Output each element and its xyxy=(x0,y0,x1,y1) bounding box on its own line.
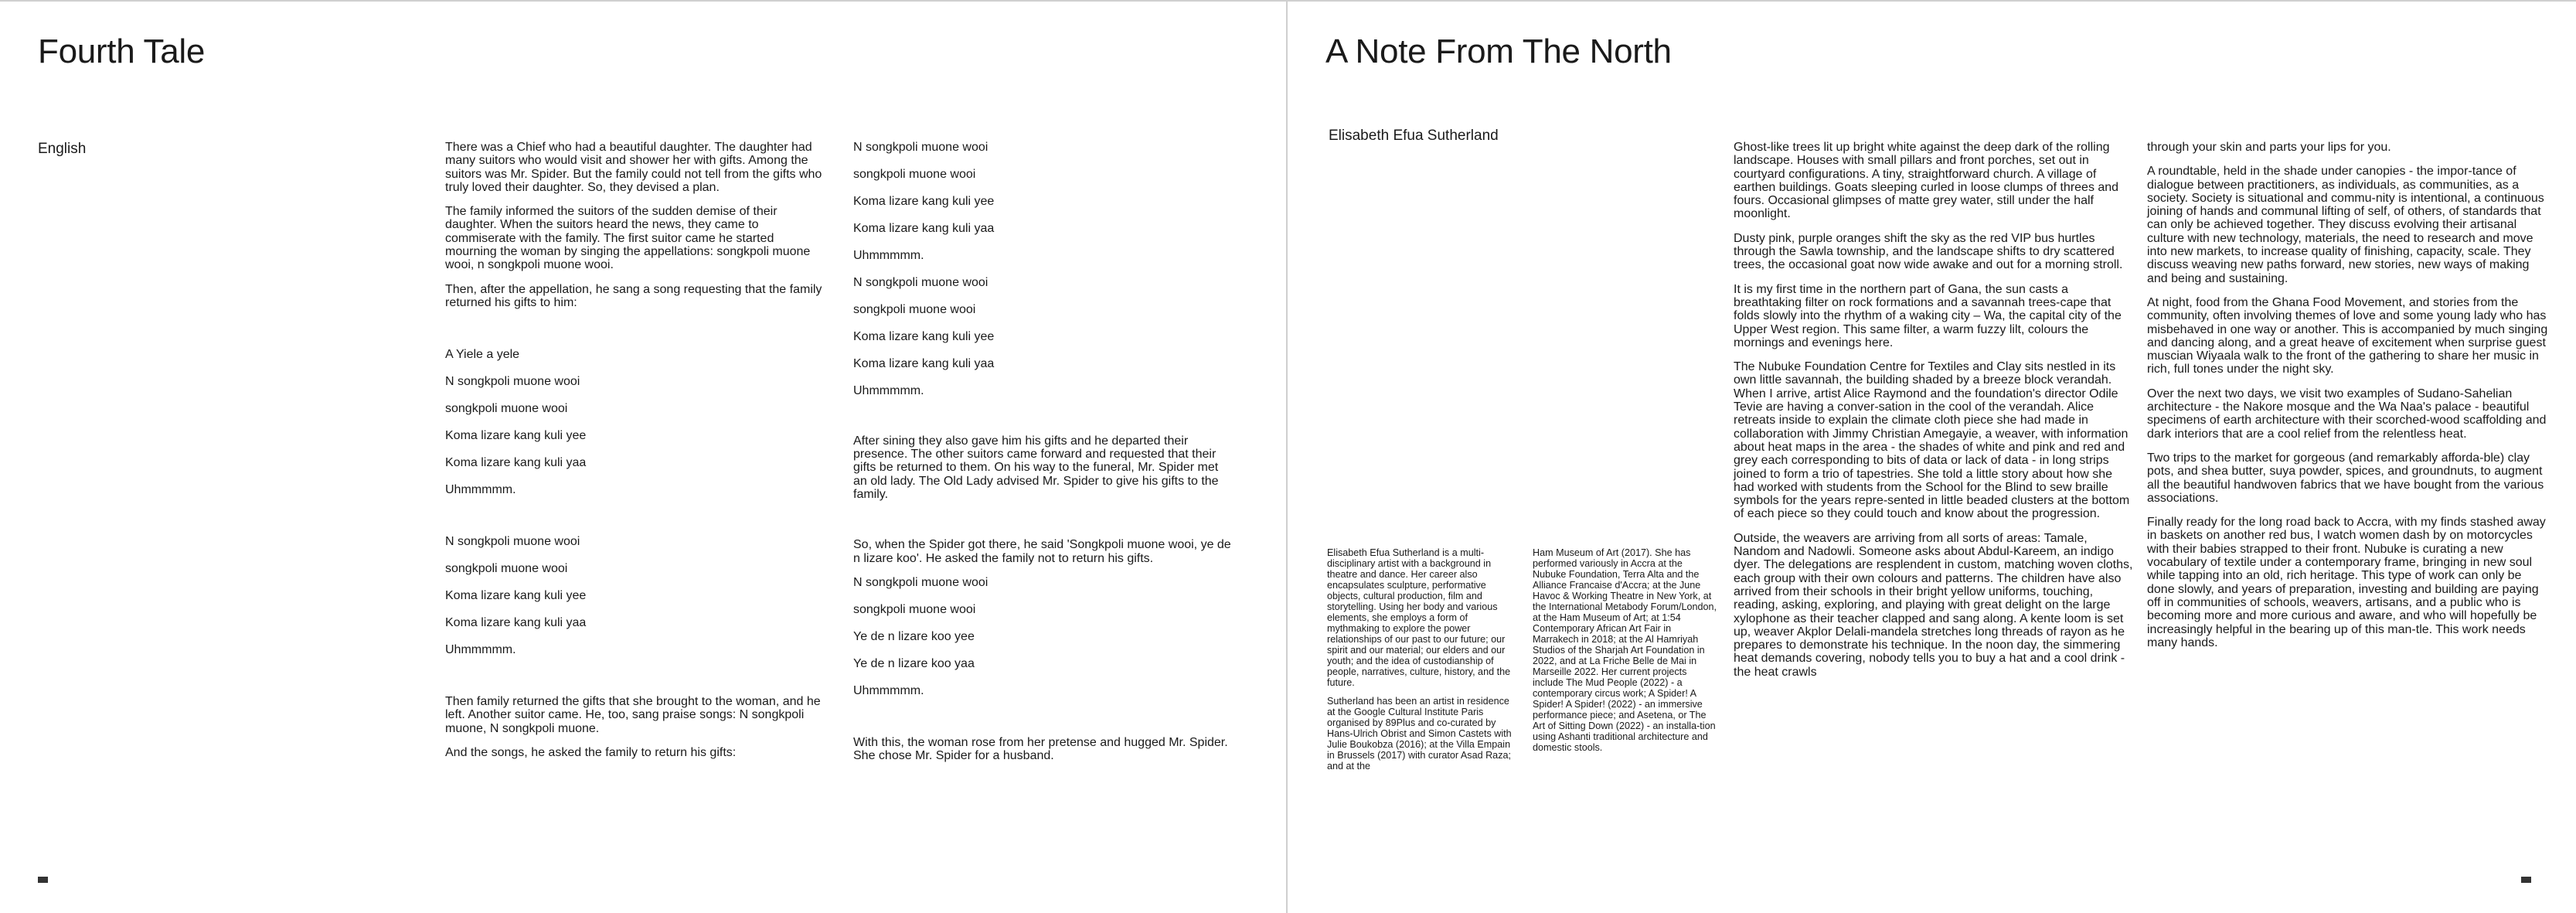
song-verse xyxy=(853,141,1234,397)
paragraph: Elisabeth Efua Sutherland is a multi-disciplinary artist with a background in theatre and dance. Her career also encapsulates sculpture, performative objects, cultural production, film and storytelling. Using her body and various elements, she employs a form of mythmaking to explore the power relationships of our past to our future; our spirit and our material; our elders and our youth; and the idea of custodianship of people, narratives, culture, history, and the future. xyxy=(1327,547,1511,688)
paragraph: After sining they also gave him his gifts and he departed their presence. The other suitors came forward and requested that their gifts be returned to them. On his way to the funeral, Mr. Spider met an old lady. The Old Lady advised Mr. Spider to give his gifts to the family. xyxy=(853,434,1219,502)
song-line: Koma lizare kang kuli yaa xyxy=(445,456,587,470)
song-line: N songkpoli muone wooi xyxy=(853,275,989,289)
paragraph: It is my first time in the northern part of Gana, the sun casts a breathtaking filter on rock formations and a savannah trees-cape that folds slowly into the rhythm of a waking city – Wa, the capital city of the Upper West region. This same filter, a warm fuzzy lilt, colours the mornings and evenings here. xyxy=(1734,282,2122,349)
song-line: Uhmmmmm. xyxy=(853,683,924,697)
song-verse xyxy=(445,535,822,656)
paragraph: Two trips to the market for gorgeous (and remarkably afforda-ble) clay pots, and shea butter, suya powder, spices, and groundnuts, to augment all the beautiful handwoven fabrics that we have bought from the various associations. xyxy=(2147,451,2544,505)
paragraph: Sutherland has been an artist in residence at the Google Cultural Institute Paris organised by 89Plus and co-curated by Hans-Ulrich Obrist and Simon Castets with Julie Boukobza (2016); at the Villa Empain in Brussels (2017) with curator Asad Raza; and at the xyxy=(1327,696,1512,772)
page-marker xyxy=(2521,877,2531,883)
paragraph: Then family returned the gifts that she brought to the woman, and he left. Another suitor came. He, too, sang praise songs: N songkpoli muone, N songkpoli muone. xyxy=(445,695,821,735)
paragraph: through your skin and parts your lips for you. xyxy=(2147,141,2391,154)
song-line: Koma lizare kang kuli yee xyxy=(445,429,587,443)
paragraph: Outside, the weavers are arriving from all sorts of areas: Tamale, Nandom and Nadowli. Someone asks about Abdul-Kareem, an indigo dyer. The delegations are resplendent in custom, matching woven cloths, each group with their own colours and patterns. The children have also arrived from their schools in their bright yellow uniforms, touching, reading, asking, exploring, and playing with great delight on the large xylophone as their teacher clapped and sang along. A kente loom is set up, weaver Akplor Delali-mandela stretches long threads of rayon as he prepares to demonstrate his technique. In the noon day, the simmering heat demands covering, nobody tells you to buy a hat and a cool drink - the heat crawls xyxy=(1734,531,2133,679)
paragraph: Then, after the appellation, he sang a song requesting that the family returned his gifts to him: xyxy=(445,282,822,309)
song-line: N songkpoli muone wooi xyxy=(853,141,989,154)
bio-column-1 xyxy=(1327,547,1514,779)
song-line: songkpoli muone wooi xyxy=(853,302,976,316)
paragraph: Ham Museum of Art (2017). She has performed variously in Accra at the Nubuke Foundation, Terra Alta and the Alliance Francaise d'Accra; at the June Havoc & Working Theatre in New York, at the International Metabody Forum/London, at the Ham Museum of Art; at 1:54 Contemporary African Art Fair in Marrakech in 2018; at the Al Hamriyah Studios of the Sharjah Art Foundation in 2022, and at La Friche Belle de Mai in Marseille 2022. Her current projects include The Mud People (2022) - a contemporary circus work; A Spider! A Spider! A Spider! (2022) - an immersive performance piece; and Asetena, or The Art of Sitting Down (2022) - an installa-tion using Ashanti traditional architecture and domestic stools. xyxy=(1533,547,1717,753)
paragraph: With this, the woman rose from her pretense and hugged Mr. Spider. She chose Mr. Spider for a husband. xyxy=(853,735,1228,763)
song-line: Koma lizare kang kuli yaa xyxy=(445,616,587,630)
song-line: Uhmmmmm. xyxy=(853,383,924,397)
song-line: Ye de n lizare koo yee xyxy=(853,629,975,643)
tale-column-1 xyxy=(445,141,822,770)
song-line: Koma lizare kang kuli yaa xyxy=(853,356,995,370)
song-line: songkpoli muone wooi xyxy=(853,602,976,616)
paragraph: And the songs, he asked the family to return his gifts: xyxy=(445,745,737,759)
paragraph: Over the next two days, we visit two examples of Sudano-Sahelian architecture - the Nakore mosque and the Wa Naa's palace - beautiful specimens of earth architecture with their scorched-wood scaffolding and dark interiors that are a cool relief from the relentless heat. xyxy=(2147,387,2547,441)
language-label: English xyxy=(38,141,87,157)
tale-column-2 xyxy=(853,141,1234,773)
essay-column-2 xyxy=(2147,141,2549,660)
song-line: A Yiele a yele xyxy=(445,348,520,362)
song-line: N songkpoli muone wooi xyxy=(445,535,580,549)
song-line: Ye de n lizare koo yaa xyxy=(853,656,975,670)
song-line: N songkpoli muone wooi xyxy=(445,375,580,389)
page-title: Fourth Tale xyxy=(38,32,206,70)
page-marker xyxy=(38,877,48,883)
song-line: Koma lizare kang kuli yee xyxy=(445,589,587,603)
song-line: Koma lizare kang kuli yaa xyxy=(853,221,995,235)
paragraph: At night, food from the Ghana Food Movement, and stories from the community, often involving themes of love and some young lady who has misbehaved in one way or another. This is accompanied by much singing and dancing along, and a great heave of excitement when surprise guest muscian Wiyaala walk to the front of the gathering to share her music in rich, full tones under the night sky. xyxy=(2147,295,2548,376)
left-page xyxy=(0,2,1286,913)
song-line: N songkpoli muone wooi xyxy=(853,575,989,589)
song-line: songkpoli muone wooi xyxy=(853,167,976,181)
essay-column-1 xyxy=(1734,141,2134,690)
paragraph: A roundtable, held in the shade under canopies - the impor-tance of dialogue between practitioners, as individuals, as communities, as a society. Society is situational and commu-nity is intentional, a continuous joining of hands and communal lifting of self, of others, of standards that can only be achieved together. They discuss evolving their artisanal culture with new technology, materials, the need to research and move into new markets, to increase quality of finishing, capacity, scale. They discuss weaving new paths forward, new stories, new ways of making and being and sustaining. xyxy=(2147,165,2544,285)
song-line: Koma lizare kang kuli yee xyxy=(853,329,995,343)
paragraph: The Nubuke Foundation Centre for Textiles and Clay sits nestled in its own little savannah, the building shaded by a breeze block verandah. When I arrive, artist Alice Raymond and the foundation's director Odile Tevie are having a conver-sation in the cool of the verandah. Alice retreats inside to explain the climate cloth piece she had made in collaboration with Jimmy Christian Amegayie, a weaver, with information about heat maps in the area - the shades of white and pink and red and grey each corresponding to bits of data or lack of data - in long strips joined to form a trio of tapestries. She told a little story about how she had worked with students from the School for the Blind to sew braille symbols for the years repre-sented in little beaded clusters at the bottom of each piece so they could touch and know about the progression. xyxy=(1734,360,2130,521)
paragraph: Dusty pink, purple oranges shift the sky as the red VIP bus hurtles through the Sawla township, and the landscape shifts to dry scattered trees, the occasional goat now wide awake and out for a morning stroll. xyxy=(1734,231,2123,272)
paragraph: So, when the Spider got there, he said 'Songkpoli muone wooi, ye de n lizare koo'. He asked the family not to return his gifts. xyxy=(853,538,1231,565)
song-line: Koma lizare kang kuli yee xyxy=(853,194,995,208)
song-verse xyxy=(445,348,822,496)
song-line: Uhmmmmm. xyxy=(445,483,516,497)
bio-column-2 xyxy=(1533,547,1718,761)
paragraph: The family informed the suitors of the sudden demise of their daughter. When the suitors heard the news, they came to commiserate with the family. The first suitor came he started mourning the woman by singing the appellations: songkpoli muone wooi, n songkpoli muone wooi. xyxy=(445,205,811,272)
song-line: songkpoli muone wooi xyxy=(445,562,568,576)
song-verse xyxy=(853,576,1234,697)
page-title: A Note From The North xyxy=(1325,32,1672,70)
song-line: Uhmmmmm. xyxy=(445,643,516,657)
paragraph: Ghost-like trees lit up bright white against the deep dark of the rolling landscape. Houses with small pillars and front porches, set out in courtyard configurations. A tiny, straightforward church. A village of earthen buildings. Goats sleeping curled in loose clumps of threes and fours. Occasional glimpses of matte grey water, still under the half moonlight. xyxy=(1734,141,2119,221)
song-line: Uhmmmmm. xyxy=(853,248,924,262)
paragraph: There was a Chief who had a beautiful daughter. The daughter had many suitors who would visit and shower her with gifts. Among the suitors was Mr. Spider. But the family could not tell from the gifts who truly loved their daughter. So, they devised a plan. xyxy=(445,141,822,194)
paragraph: Finally ready for the long road back to Accra, with my finds stashed away in baskets on another red bus, I watch women dash by on motorcycles with their babies strapped to their front. Nubuke is curating a new vocabulary of textile under a contemporary frame, bringing in new soul while tapping into an old, rich heritage. This type of work can only be done slowly, and years of preparation, investing and building are paying off in communities of schools, weavers, artisans, and a public who is becoming more and more curious and aware, and who will hopefully be increasingly helpful in the bearing up of this man-tle. This work needs many hands. xyxy=(2147,516,2546,649)
author-name: Elisabeth Efua Sutherland xyxy=(1329,128,1499,144)
song-line: songkpoli muone wooi xyxy=(445,402,568,416)
right-page xyxy=(1286,2,2576,913)
